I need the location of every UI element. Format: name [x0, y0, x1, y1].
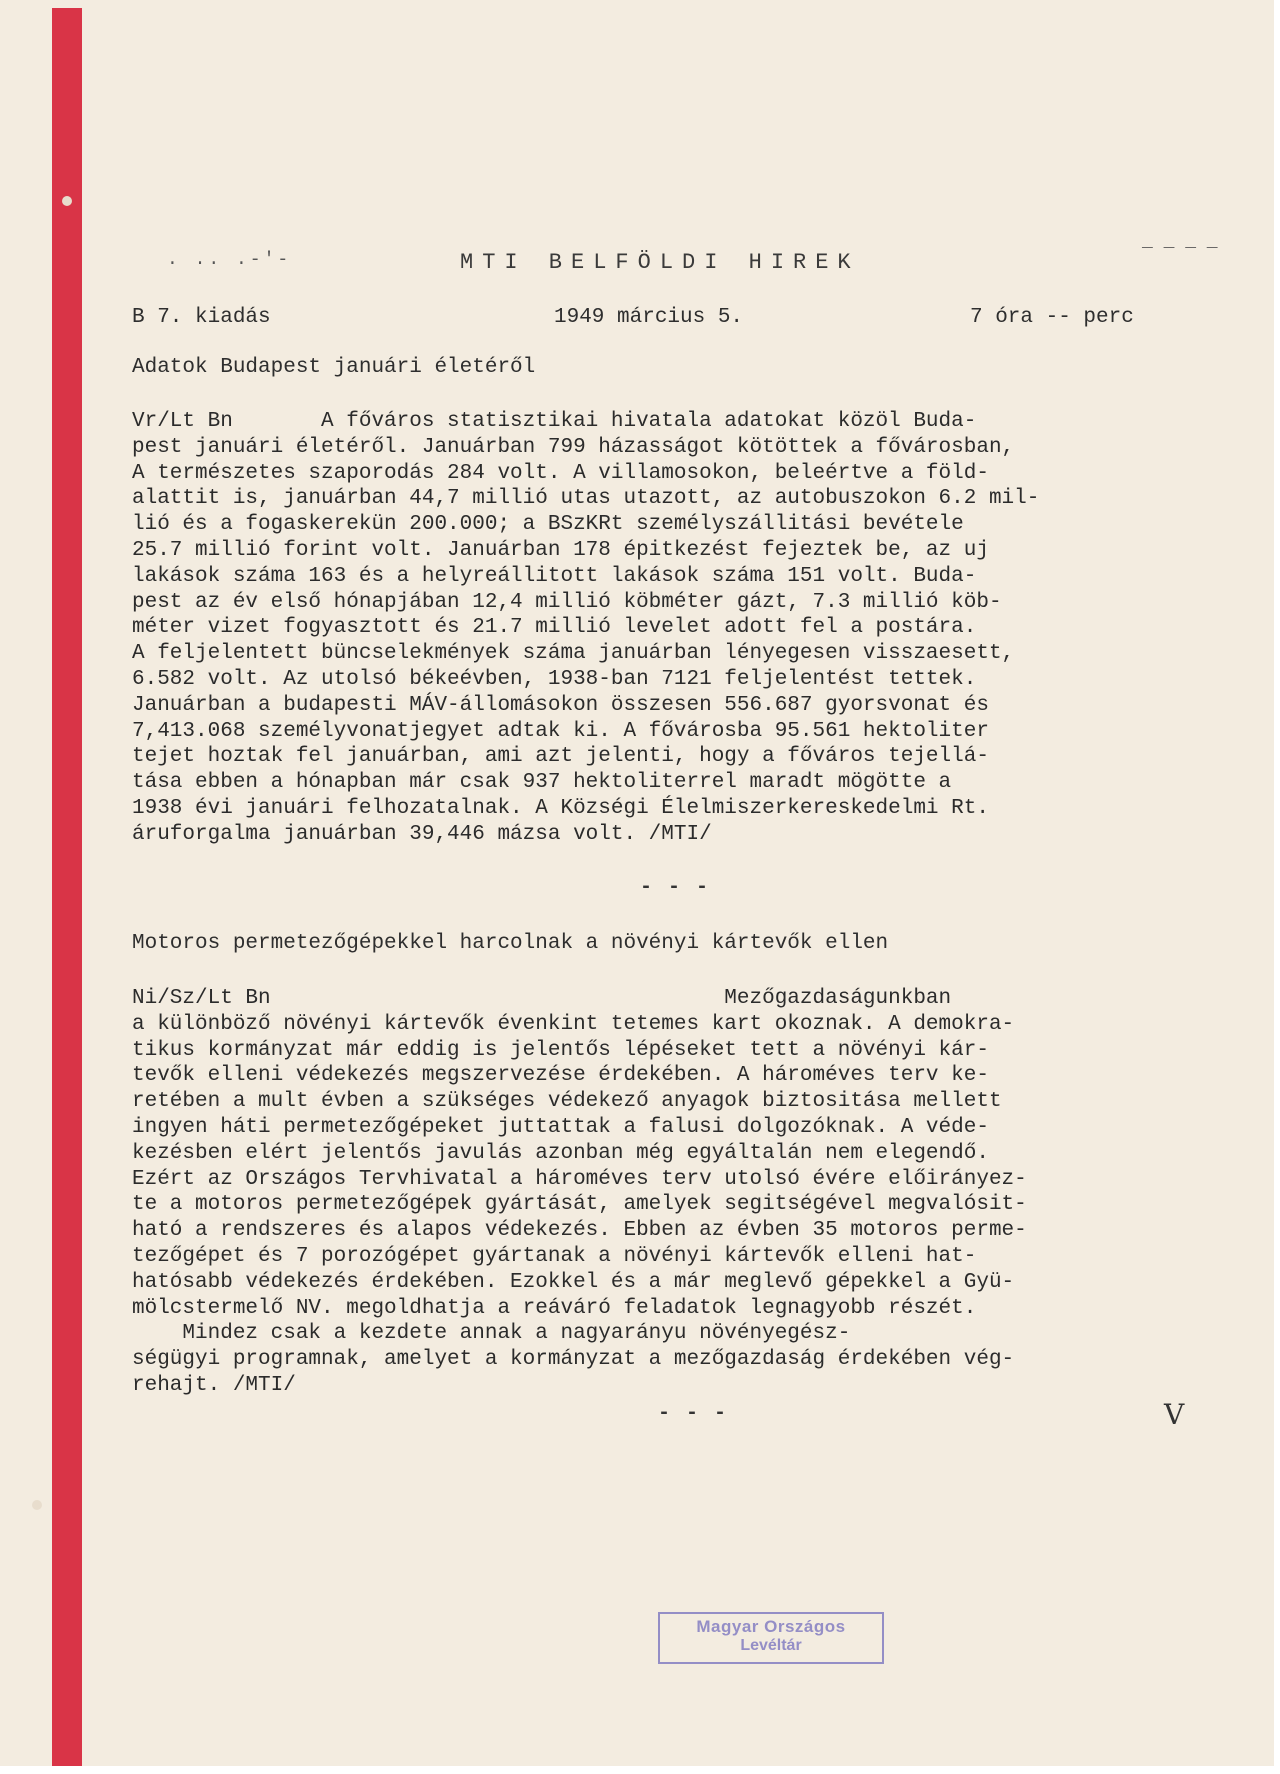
- text-line: 1938 évi januári felhozatalnak. A Községi Élelmiszerkereskedelmi Rt.: [132, 796, 989, 820]
- article-body: [132, 409, 1232, 848]
- text-line: tejet hoztak fel januárban, ami azt jelenti, hogy a főváros tejellá-: [132, 745, 989, 769]
- punch-hole-mark: [62, 196, 72, 206]
- article-headline: Adatok Budapest januári életéről: [132, 356, 536, 379]
- scan-edge-bottom: [0, 1766, 1280, 1774]
- text-line: hatósabb védekezés érdekében. Ezokkel és a már meglevő gépekkel a Gyü-: [132, 1270, 1015, 1294]
- text-line: mölcstermelő NV. megoldhatja a reáváró feladatok legnagyobb részét.: [132, 1296, 977, 1320]
- text-line: Ezért az Országos Tervhivatal a hároméves terv utolsó évére előirányez-: [132, 1167, 1027, 1191]
- text-line: retében a mult évben a szükséges védekező anyagok biztositása mellett: [132, 1090, 1002, 1114]
- text-line: tevők elleni védekezés megszervezése érdekében. A hároméves terv ke-: [132, 1064, 989, 1088]
- text-line: Januárban a budapesti MÁV-állomásokon összesen 556.687 gyorsvonat és: [132, 693, 989, 717]
- text-line: alattit is, januárban 44,7 millió utas utazott, az autobuszokon 6.2 mil-: [132, 487, 1040, 511]
- text-line: a különböző növényi kártevők évenkint tetemes kart okoznak. A demokra-: [132, 1012, 1015, 1036]
- article-body: [132, 986, 1232, 1399]
- text-line: tezőgépet és 7 porozógépet gyártanak a növényi kártevők elleni hat-: [132, 1244, 977, 1268]
- handwritten-initials: V: [1164, 1398, 1185, 1431]
- text-line: Ni/Sz/Lt Bn Mezőgazdaságunkban: [132, 987, 952, 1010]
- punch-hole-mark: [32, 1500, 42, 1510]
- header-title: MTI BELFÖLDI HIREK: [460, 250, 860, 275]
- text-line: tása ebben a hónapban már csak 937 hektoliterrel maradt mögötte a: [132, 771, 952, 795]
- stamp-line: Magyar Országos: [696, 1617, 846, 1636]
- red-margin-stripe: [52, 8, 82, 1768]
- text-line: rehajt. /MTI/: [132, 1373, 296, 1397]
- text-line: ingyen háti permetezőgépeket juttattak a falusi dolgozóknak. A véde-: [132, 1115, 989, 1139]
- text-line: pest januári életéről. Januárban 799 házasságot kötöttek a fővárosban,: [132, 435, 1015, 459]
- text-line: áruforgalma januárban 39,446 mázsa volt. /MTI/: [132, 822, 712, 846]
- text-line: 25.7 millió forint volt. Januárban 178 épitkezést fejeztek be, az uj: [132, 538, 989, 562]
- text-line: Vr/Lt Bn A főváros statisztikai hivatala adatokat közöl Buda-: [132, 410, 977, 433]
- text-line: méter vizet fogyasztott és 21.7 millió levelet adott fel a postára.: [132, 616, 977, 640]
- article-separator: - - -: [658, 1402, 729, 1425]
- stamp-line: Levéltár: [740, 1637, 802, 1654]
- text-line: ségügyi programnak, amelyet a kormányzat a mezőgazdaság érdekében vég-: [132, 1348, 1015, 1372]
- article-headline: Motoros permetezőgépekkel harcolnak a növényi kártevők ellen: [132, 932, 889, 955]
- text-line: Mindez csak a kezdete annak a nagyarányu növényegész-: [132, 1322, 851, 1346]
- text-line: 7,413.068 személyvonatjegyet adtak ki. A fővárosba 95.561 hektoliter: [132, 719, 989, 743]
- text-line: 6.582 volt. Az utolsó békeévben, 1938-ban 7121 feljelentést tettek.: [132, 667, 977, 691]
- header-rule-left: . .. .-'-: [167, 250, 292, 270]
- archive-stamp: [658, 1612, 884, 1664]
- text-line: A természetes szaporodás 284 volt. A villamosokon, beleértve a föld-: [132, 461, 989, 485]
- text-line: A feljelentett büncselekmények száma januárban lényegesen visszaesett,: [132, 642, 1015, 666]
- article-separator: - - -: [640, 876, 711, 899]
- text-line: tikus kormányzat már eddig is jelentős lépéseket tett a növényi kár-: [132, 1038, 989, 1062]
- time-label: 7 óra -- perc: [970, 306, 1134, 329]
- text-line: kezésben elért jelentős javulás azonban még egyáltalán nem elegendő.: [132, 1141, 989, 1165]
- scan-edge-right: [1274, 0, 1280, 1774]
- date-label: 1949 március 5.: [554, 306, 744, 329]
- text-line: lakások száma 163 és a helyreállitott lakások száma 151 volt. Buda-: [132, 564, 977, 588]
- header-rule-right: _ _ _ _: [1142, 232, 1218, 252]
- text-line: lió és a fogaskerekün 200.000; a BSzKRt személyszállitási bevétele: [132, 513, 964, 537]
- text-line: ható a rendszeres és alapos védekezés. Ebben az évben 35 motoros perme-: [132, 1219, 1027, 1243]
- text-line: pest az év első hónapjában 12,4 millió köbméter gázt, 7.3 millió köb-: [132, 590, 1002, 614]
- text-line: te a motoros permetezőgépek gyártását, amelyek segitségével megvalósit-: [132, 1193, 1027, 1217]
- edition-label: B 7. kiadás: [132, 306, 271, 329]
